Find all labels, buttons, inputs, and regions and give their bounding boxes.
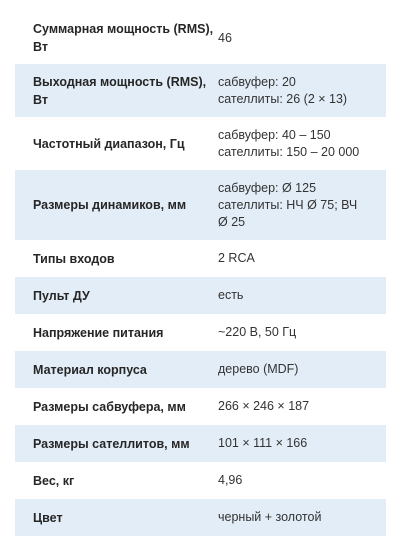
spec-label: Материал корпуса: [33, 362, 147, 377]
spec-row-weight: [15, 462, 386, 499]
spec-label: Пульт ДУ: [33, 288, 90, 303]
spec-label: Напряжение питания: [33, 325, 164, 340]
spec-label: Типы входов: [33, 251, 115, 266]
spec-row-speaker-sizes: [15, 170, 386, 240]
spec-row-frequency-range: [15, 117, 386, 170]
spec-table: [15, 12, 386, 536]
spec-row-input-types: [15, 240, 386, 277]
spec-label: Цвет: [33, 510, 63, 525]
spec-value: сабвуфер: Ø 125 сателлиты: НЧ Ø 75; ВЧ Ø 25: [218, 180, 358, 229]
spec-value: есть: [218, 288, 244, 302]
spec-row-remote-control: [15, 277, 386, 314]
spec-value: 4,96: [218, 473, 243, 487]
spec-row-satellite-size: [15, 425, 386, 462]
spec-value: ~220 В, 50 Гц: [218, 325, 297, 339]
spec-value: 101 × 111 × 166: [218, 436, 308, 450]
spec-value: черный + золотой: [218, 510, 322, 524]
spec-row-output-power: [15, 64, 386, 117]
spec-row-case-material: [15, 351, 386, 388]
spec-label: Выходная мощность (RMS), Вт: [33, 74, 207, 107]
spec-value: сабвуфер: 40 – 150 сателлиты: 150 – 20 000: [218, 127, 360, 159]
spec-row-total-power: [15, 12, 386, 64]
spec-label: Суммарная мощность (RMS), Вт: [33, 22, 214, 54]
spec-row-color: [15, 499, 386, 536]
spec-label: Частотный диапазон, Гц: [33, 136, 185, 151]
spec-label: Вес, кг: [33, 473, 75, 488]
spec-label: Размеры сателлитов, мм: [33, 436, 190, 451]
spec-value: дерево (MDF): [218, 362, 299, 376]
spec-value: 46: [218, 30, 232, 45]
spec-value: 266 × 246 × 187: [218, 399, 310, 413]
spec-row-subwoofer-size: [15, 388, 386, 425]
spec-label: Размеры динамиков, мм: [33, 198, 187, 212]
spec-value: 2 RCA: [218, 251, 255, 265]
spec-row-supply-voltage: [15, 314, 386, 351]
spec-value: сабвуфер: 20 сателлиты: 26 (2 × 13): [218, 74, 348, 106]
spec-label: Размеры сабвуфера, мм: [33, 399, 186, 414]
